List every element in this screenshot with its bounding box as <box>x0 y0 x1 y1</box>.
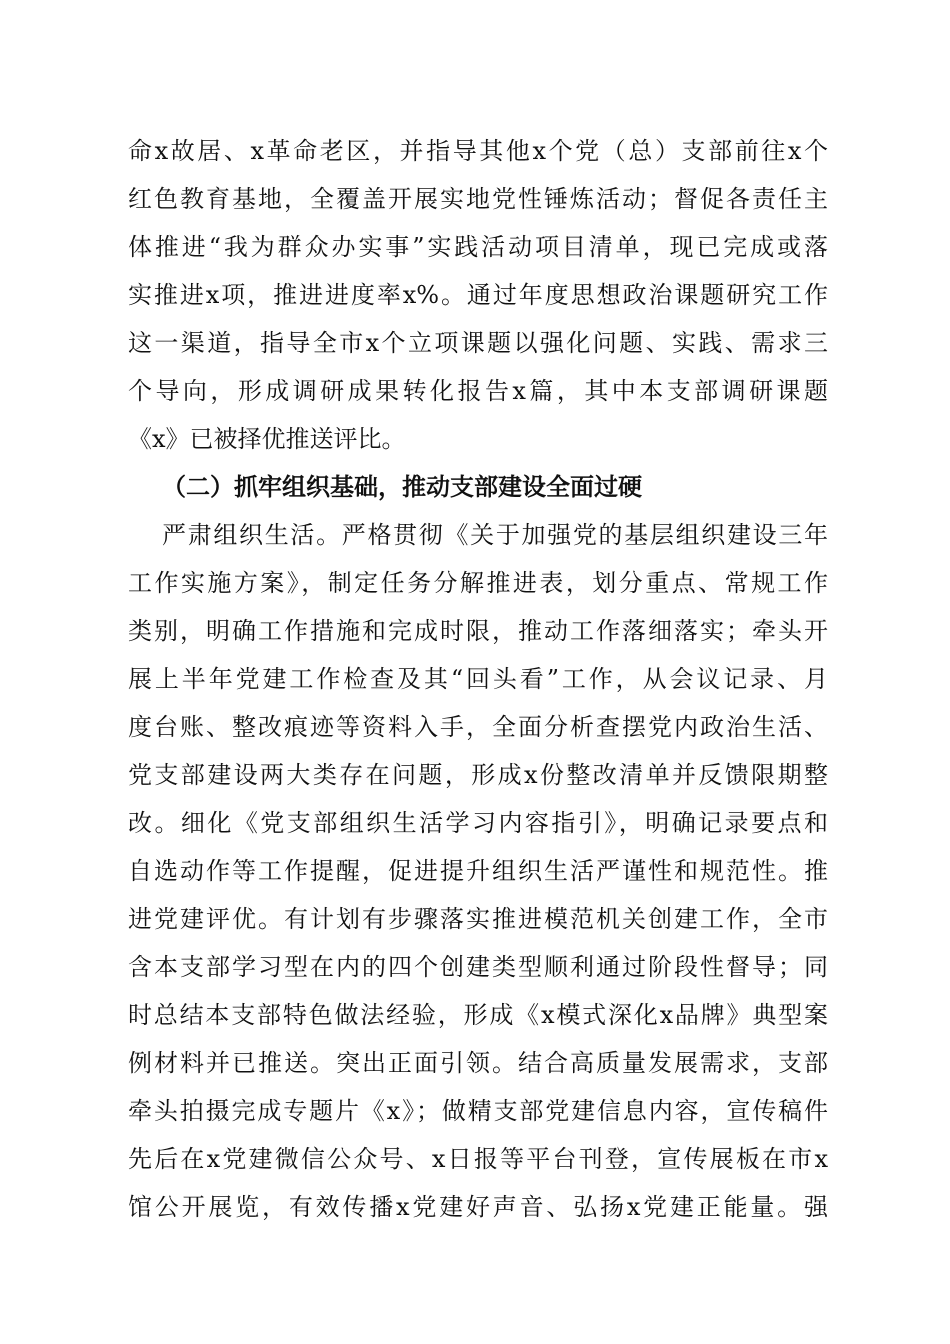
paragraph-line: 《x》已被择优推送评比。 <box>128 425 406 453</box>
paragraph-line: 工作实施方案》，制定任务分解推进表，划分重点、常规工作 <box>128 569 828 597</box>
document-body <box>128 127 828 1231</box>
paragraph-line: 展上半年党建工作检查及其“回头看”工作，从会议记录、月 <box>128 665 828 693</box>
paragraph-line: 馆公开展览，有效传播x党建好声音、弘扬x党建正能量。强 <box>128 1193 828 1221</box>
paragraph-line: 含本支部学习型在内的四个创建类型顺利通过阶段性督导；同 <box>128 953 828 981</box>
paragraph-line: 进党建评优。有计划有步骤落实推进模范机关创建工作，全市 <box>128 905 828 933</box>
paragraph-line: 例材料并已推送。突出正面引领。结合高质量发展需求，支部 <box>128 1049 828 1077</box>
paragraph-line: 体推进“我为群众办实事”实践活动项目清单，现已完成或落 <box>128 233 828 261</box>
paragraph-line: 个导向，形成调研成果转化报告x篇，其中本支部调研课题 <box>128 377 828 405</box>
paragraph-line: 实推进x项，推进进度率x%。通过年度思想政治课题研究工作 <box>128 281 828 309</box>
section-heading: （二）抓牢组织基础，推动支部建设全面过硬 <box>162 472 642 501</box>
paragraph-line: 先后在x党建微信公众号、x日报等平台刊登，宣传展板在市x <box>128 1145 828 1173</box>
paragraph-line: 命x故居、x革命老区，并指导其他x个党（总）支部前往x个 <box>128 137 828 165</box>
paragraph-line: 党支部建设两大类存在问题，形成x份整改清单并反馈限期整 <box>128 761 828 789</box>
paragraph-line: 牵头拍摄完成专题片《x》；做精支部党建信息内容，宣传稿件 <box>128 1097 828 1125</box>
paragraph-line: 时总结本支部特色做法经验，形成《x模式深化x品牌》典型案 <box>128 1001 828 1029</box>
paragraph-line: 类别，明确工作措施和完成时限，推动工作落细落实；牵头开 <box>128 617 828 645</box>
paragraph-line: 这一渠道，指导全市x个立项课题以强化问题、实践、需求三 <box>128 329 828 357</box>
paragraph-line: 严肃组织生活。严格贯彻《关于加强党的基层组织建设三年 <box>162 521 828 549</box>
paragraph-line: 自选动作等工作提醒，促进提升组织生活严谨性和规范性。推 <box>128 857 828 885</box>
paragraph-line: 红色教育基地，全覆盖开展实地党性锤炼活动；督促各责任主 <box>128 185 828 213</box>
paragraph-line: 改。细化《党支部组织生活学习内容指引》，明确记录要点和 <box>128 809 828 837</box>
paragraph-line: 度台账、整改痕迹等资料入手，全面分析查摆党内政治生活、 <box>128 713 828 741</box>
